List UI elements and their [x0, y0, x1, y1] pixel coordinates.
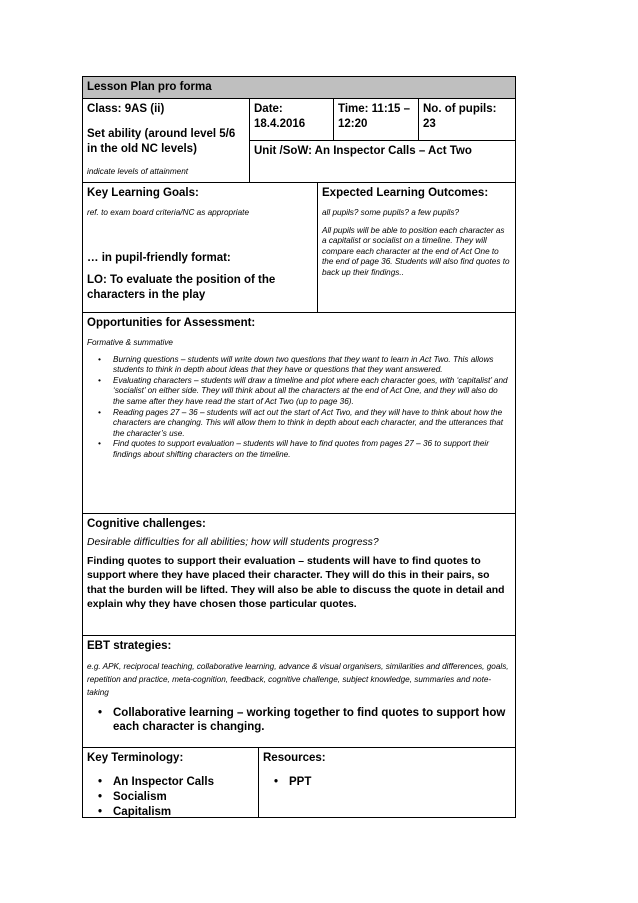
list-item: • Reading pages 27 – 36 – students will act out the start of Act Two, and they will have to think about how the characters are changing. This will allow them to think in depth about each character, and the utterances that the character’s use. — [87, 408, 511, 440]
assessment-heading: Opportunities for Assessment: — [87, 317, 256, 329]
time-label: Time: 11:15 – — [338, 103, 411, 115]
lesson-plan-table — [82, 76, 516, 818]
cognitive-question: Desirable difficulties for all abilities; how will students progress? — [87, 537, 379, 548]
outcomes-text: All pupils will be able to position each character as a capitalist or socialist on a timeline. They will compare each character at the end of Act One to the end of page 36. Students will also find quotes to back up their findings.. — [322, 225, 510, 277]
cognitive-text: Finding quotes to support their evaluation – students will have to find quotes to support where they have placed their character. They will do this in their pairs, so that the burden will be lifted. They will also be able to discuss the quote in detail and explain why they have chosen those particular quotes. — [87, 555, 505, 610]
date-cell — [250, 99, 334, 141]
key-goals-heading: Key Learning Goals: — [87, 187, 199, 199]
outcomes-cell — [318, 183, 516, 313]
key-goals-cell — [83, 183, 318, 313]
ebt-list — [87, 706, 511, 734]
list-item: • PPT — [263, 775, 512, 790]
assessment-sub: Formative & summative — [87, 338, 173, 347]
key-goals-ref: ref. to exam board criteria/NC as appropriate — [87, 208, 250, 217]
page-title: Lesson Plan pro forma — [87, 81, 212, 93]
time-value: 12:20 — [338, 118, 368, 130]
list-item: • Find quotes to support evaluation – students will have to find quotes from pages 27 – 36 to support their findings about shifting characters on the timeline. — [87, 439, 511, 460]
learning-objective: LO: To evaluate the position of the characters in the play — [87, 273, 276, 301]
pupils-value: 23 — [423, 118, 436, 130]
class-info-cell — [83, 99, 250, 183]
outcomes-heading: Expected Learning Outcomes: — [322, 187, 489, 199]
list-item: • An Inspector Calls — [87, 775, 254, 790]
ebt-examples: e.g. APK, reciprocal teaching, collaborative learning, advance & visual organisers, similarities and differences, goals, repetition and practice, meta-cognition, feedback, cognitive challenge, subject knowledge, summaries and note-taking — [87, 662, 509, 697]
list-item: • Socialism — [87, 790, 254, 805]
cognitive-cell — [83, 514, 516, 636]
terminology-heading: Key Terminology: — [87, 752, 184, 764]
date-value: 18.4.2016 — [254, 118, 306, 130]
list-item: • Collaborative learning – working together to find quotes to support how each character is changing. — [87, 706, 511, 734]
date-label: Date: — [254, 103, 283, 115]
unit-label: Unit /SoW: An Inspector Calls – Act Two — [254, 145, 472, 157]
pupils-cell — [419, 99, 516, 141]
pupils-label: No. of pupils: — [423, 103, 497, 115]
resources-cell — [259, 748, 516, 818]
list-item: • Evaluating characters – students will draw a timeline and plot where each character goes, with ‘capitalist’ and ‘socialist’ on either side. They will think about all the characters at the end of Act One, and they will also do the same after they have read the start of Act Two (up to page 36). — [87, 376, 511, 408]
outcomes-sub: all pupils? some pupils? a few pupils? — [322, 208, 459, 217]
attainment-note: indicate levels of attainment — [87, 167, 189, 176]
cognitive-heading: Cognitive challenges: — [87, 518, 206, 530]
resources-list — [263, 775, 512, 790]
set-ability-label: Set ability (around level 5/6 in the old NC levels) — [87, 128, 236, 155]
time-cell — [334, 99, 419, 141]
assessment-list — [87, 355, 511, 461]
assessment-cell — [83, 313, 516, 514]
pupil-friendly-heading: … in pupil-friendly format: — [87, 251, 231, 264]
class-label: Class: 9AS (ii) — [87, 103, 165, 115]
resources-heading: Resources: — [263, 752, 326, 764]
unit-cell — [250, 141, 516, 183]
list-item: • Burning questions – students will write down two questions that they want to learn in Act Two. This allows students to think in depth about ideas that they have or questions that they want answered. — [87, 355, 511, 376]
ebt-cell — [83, 636, 516, 748]
header-cell — [83, 77, 516, 99]
ebt-heading: EBT strategies: — [87, 640, 172, 652]
terminology-list — [87, 775, 254, 818]
list-item: • Capitalism — [87, 805, 254, 818]
terminology-cell — [83, 748, 259, 818]
